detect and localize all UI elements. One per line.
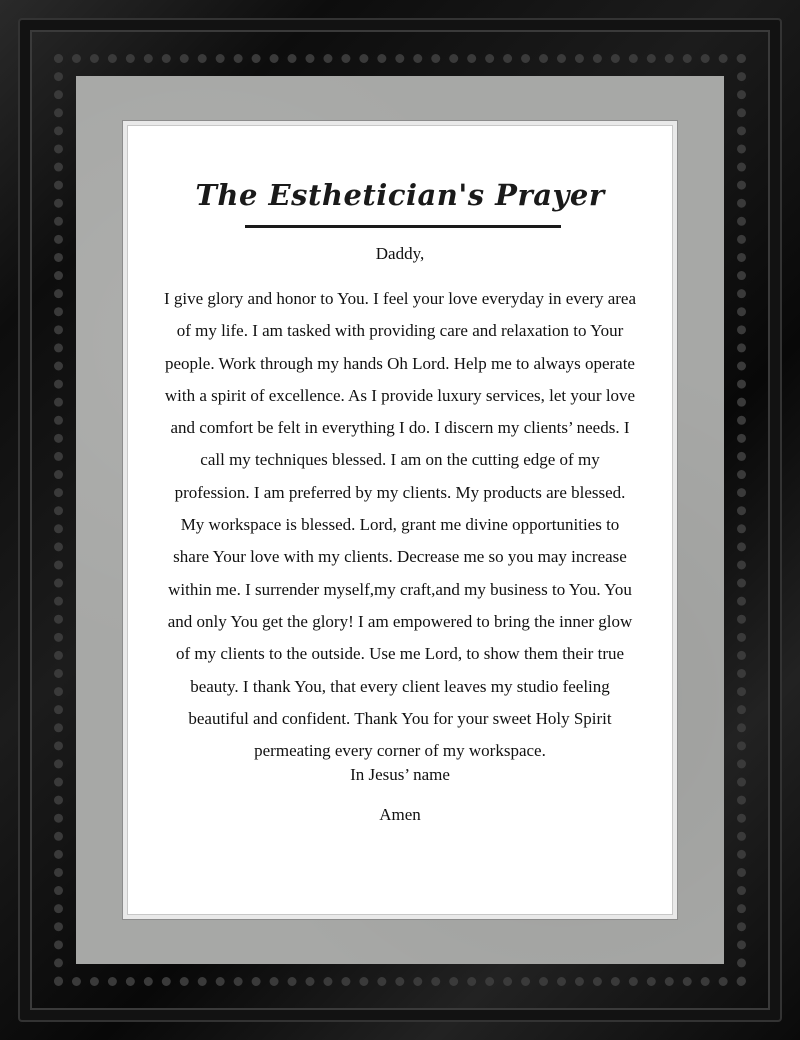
amen-line: Amen xyxy=(379,805,421,824)
prayer-line: My workspace is blessed. Lord, grant me divine opportunities to xyxy=(180,515,620,535)
prayer-line: of my clients to the outside. Use me Lord, to show them their true xyxy=(175,644,625,664)
prayer-line: and only You get the glory! I am empowered to bring the inner glow xyxy=(167,611,633,631)
prayer-line: permeating every corner of my workspace. xyxy=(254,741,546,761)
prayer-line: and comfort be felt in everything I do. I discern my clients’ needs. I xyxy=(170,418,630,438)
prayer-line: beauty. I thank You, that every client leaves my studio feeling xyxy=(190,676,610,696)
closing-line: In Jesus’ name xyxy=(350,765,450,784)
prayer-line: of my life. I am tasked with providing care and relaxation to Your xyxy=(176,321,624,341)
prayer-line: beautiful and confident. Thank You for your sweet Holy Spirit xyxy=(188,708,612,728)
prayer-title: The Esthetician's Prayer xyxy=(195,178,605,212)
prayer-line: profession. I am preferred by my clients. My products are blessed. xyxy=(174,482,626,502)
prayer-line: call my techniques blessed. I am on the cutting edge of my xyxy=(200,450,600,470)
prayer-line: share Your love with my clients. Decrease me so you may increase xyxy=(173,547,627,567)
prayer-line: people. Work through my hands Oh Lord. Help me to always operate xyxy=(165,353,635,373)
prayer-line: within me. I surrender myself,my craft,and my business to You. You xyxy=(168,579,632,599)
prayer-body xyxy=(140,283,660,767)
prayer-line: I give glory and honor to You. I feel your love everyday in every area xyxy=(163,289,637,308)
title-underline xyxy=(245,225,561,228)
salutation: Daddy, xyxy=(375,244,425,263)
prayer-line: with a spirit of excellence. As I provide luxury services, let your love xyxy=(164,385,636,405)
